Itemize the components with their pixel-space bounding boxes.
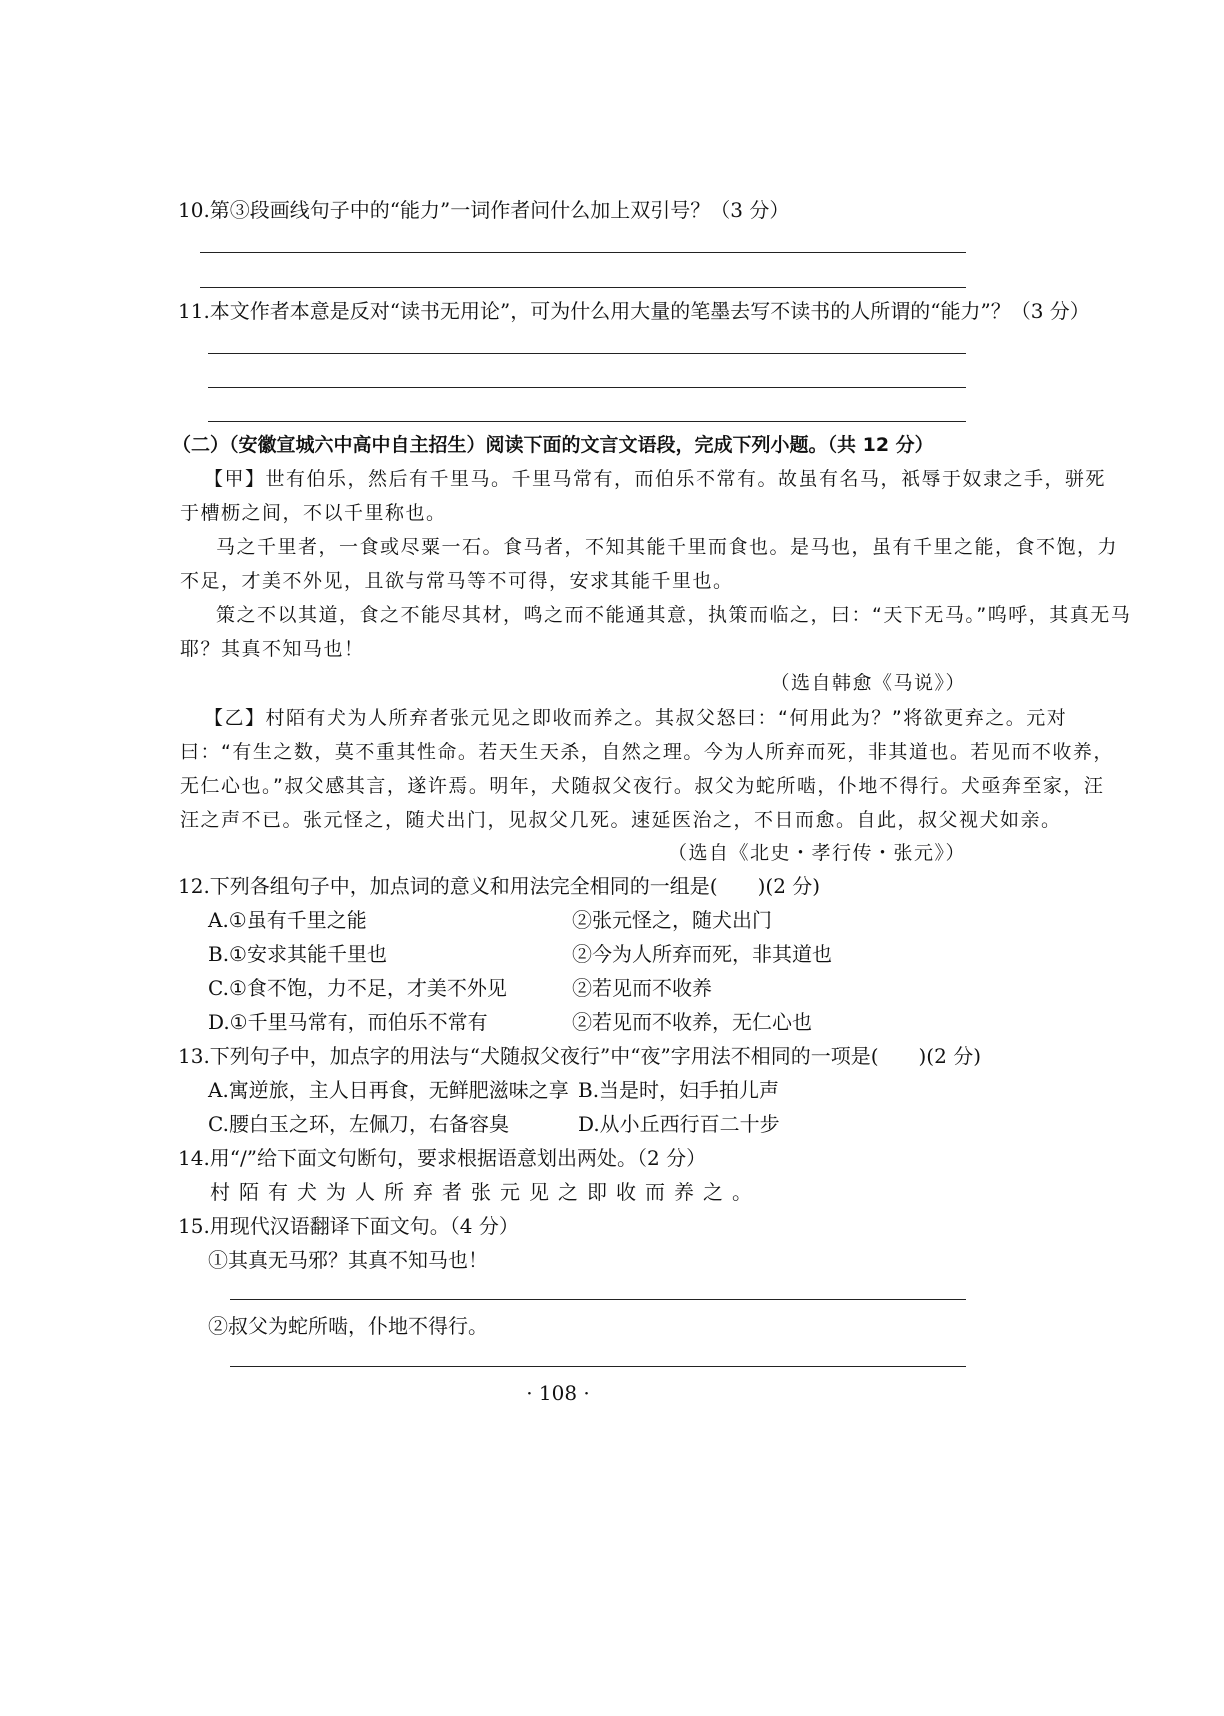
q12-option-d-left[interactable]: D.①千里马常有，而伯乐不常有 xyxy=(208,1010,488,1034)
answer-line[interactable] xyxy=(208,421,966,422)
passage-a-line: 策之不以其道，食之不能尽其材，鸣之而不能通其意，执策而临之，曰：“天下无马。”呜呼，其真无马 xyxy=(216,604,1132,626)
answer-line[interactable] xyxy=(230,1299,966,1300)
question-10: 10.第③段画线句子中的“能力”一词作者问什么加上双引号？（3 分） xyxy=(178,198,790,222)
passage-a-line: 马之千里者，一食或尽粟一石。食马者，不知其能千里而食也。是马也，虽有千里之能，食不饱，力 xyxy=(216,536,1119,558)
answer-line[interactable] xyxy=(200,287,966,288)
page-number: · 108 · xyxy=(526,1381,590,1405)
passage-b-line: 无仁心也。”叔父感其言，遂许焉。明年，犬随叔父夜行。叔父为蛇所啮，仆地不得行。犬亟奔至家，汪 xyxy=(180,775,1105,797)
question-13: 13.下列句子中，加点字的用法与“犬随叔父夜行”中“夜”字用法不相同的一项是( )(2 分) xyxy=(178,1044,981,1068)
question-15: 15.用现代汉语翻译下面文句。（4 分） xyxy=(178,1214,519,1238)
q12-option-b-left[interactable]: B.①安求其能千里也 xyxy=(208,942,387,966)
answer-line[interactable] xyxy=(230,1366,966,1367)
passage-a-source: （选自韩愈《马说》） xyxy=(770,672,966,694)
q12-option-a-right[interactable]: ②张元怪之，随犬出门 xyxy=(572,908,772,932)
q12-option-c-right[interactable]: ②若见而不收养 xyxy=(572,976,712,1000)
passage-a-line: 【甲】世有伯乐，然后有千里马。千里马常有，而伯乐不常有。故虽有名马，祇辱于奴隶之手，骈死 xyxy=(204,468,1107,490)
passage-b-line: 汪之声不已。张元怪之，随犬出门，见叔父几死。速延医治之，不日而愈。自此，叔父视犬如亲。 xyxy=(180,809,1062,831)
question-12: 12.下列各组句子中，加点词的意义和用法完全相同的一组是( )(2 分) xyxy=(178,874,821,898)
passage-b-line: 【乙】村陌有犬为人所弃者张元见之即收而养之。其叔父怒曰：“何用此为？”将欲更弃之。元对 xyxy=(204,707,1068,729)
passage-a-line: 不足，才美不外见，且欲与常马等不可得，安求其能千里也。 xyxy=(180,570,734,592)
answer-line[interactable] xyxy=(208,353,966,354)
q12-option-b-right[interactable]: ②今为人所弃而死，非其道也 xyxy=(572,942,832,966)
answer-line[interactable] xyxy=(200,252,966,253)
q15-item-2: ②叔父为蛇所啮，仆地不得行。 xyxy=(208,1314,488,1338)
q13-option-d[interactable]: D.从小丘西行百二十步 xyxy=(578,1112,780,1136)
question-14: 14.用“/”给下面文句断句，要求根据语意划出两处。（2 分） xyxy=(178,1146,707,1170)
q12-option-a-left[interactable]: A.①虽有千里之能 xyxy=(208,908,367,932)
q13-option-c[interactable]: C.腰白玉之环，左佩刀，右备容臭 xyxy=(208,1112,509,1136)
section-heading: （二）（安徽宣城六中高中自主招生）阅读下面的文言文语段，完成下列小题。（共 12 分） xyxy=(172,434,934,456)
passage-a-line: 耶？其真不知马也！ xyxy=(180,638,365,660)
passage-b-line: 曰：“有生之数，莫不重其性命。若天生天杀，自然之理。今为人所弃而死，非其道也。若见而不收养， xyxy=(180,741,1114,763)
question-11: 11.本文作者本意是反对“读书无用论”，可为什么用大量的笔墨去写不读书的人所谓的“能力”？（3 分） xyxy=(178,299,1090,323)
passage-b-source: （选自《北史・孝行传・张元》） xyxy=(667,842,966,864)
passage-a-line: 于槽枥之间，不以千里称也。 xyxy=(180,502,447,524)
q13-option-b[interactable]: B.当是时，妇手拍儿声 xyxy=(578,1078,780,1102)
q13-option-a[interactable]: A.寓逆旅，主人日再食，无鲜肥滋味之享 xyxy=(208,1078,569,1102)
q14-sentence[interactable]: 村陌有犬为人所弃者张元见之即收而养之。 xyxy=(210,1180,761,1204)
q12-option-d-right[interactable]: ②若见而不收养，无仁心也 xyxy=(572,1010,812,1034)
answer-line[interactable] xyxy=(208,387,966,388)
q12-option-c-left[interactable]: C.①食不饱，力不足，才美不外见 xyxy=(208,976,507,1000)
q15-item-1: ①其真无马邪？其真不知马也！ xyxy=(208,1248,488,1272)
